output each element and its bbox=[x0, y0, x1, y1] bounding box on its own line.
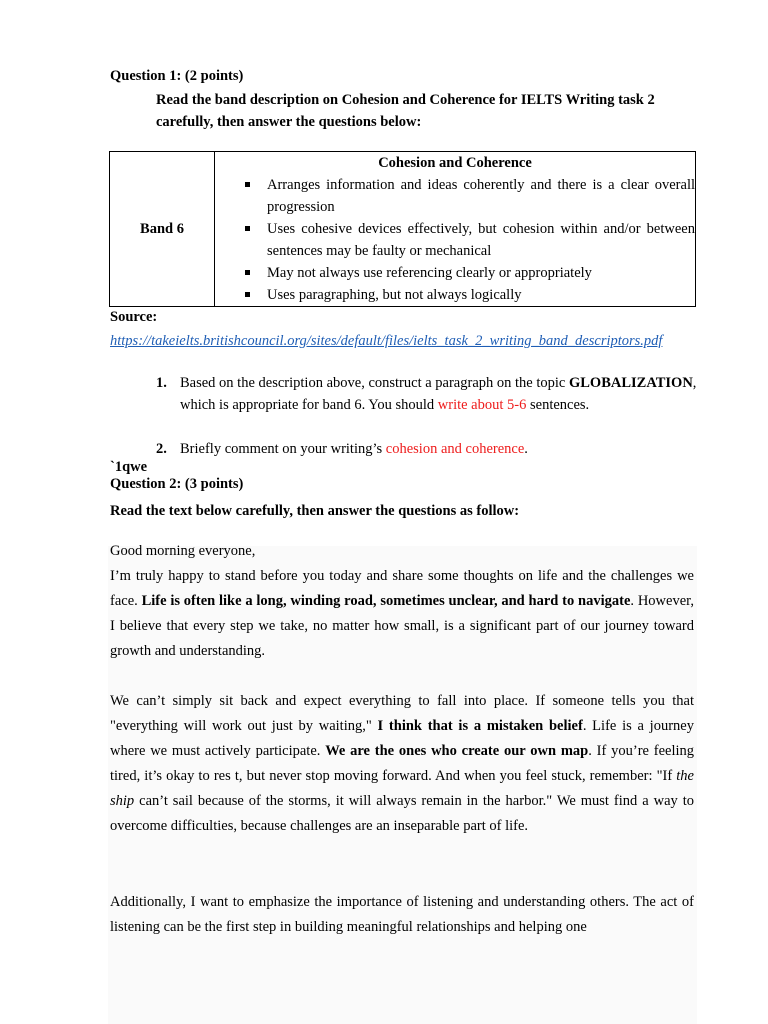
stray-text: `1qwe bbox=[110, 459, 148, 475]
speech-paragraph-2: We can’t simply sit back and expect everything to fall into place. If someone tells you that "everything will work out just by waiting," I think that is a mistaken belief. Life is a journey where we must actively participate. We are the ones who create our own map. If you’re feeling tired, it’s okay to res t, but never stop moving forward. And when you feel stuck, remember: "If the ship can’t sail because of the storms, it will always remain in the harbor." We must find a way to overcome difficulties, because challenges are an inseparable part of life. bbox=[110, 693, 695, 834]
speech-greeting: Good morning everyone, bbox=[110, 543, 256, 559]
criteria-cell bbox=[215, 152, 696, 307]
source-link[interactable]: https://takeielts.britishcouncil.org/sites/default/files/ielts_task_2_writing_band_descriptors.pdf bbox=[110, 333, 663, 349]
criteria-item: Uses cohesive devices effectively, but cohesion within and/or between sentences may be faulty or mechanical bbox=[215, 218, 695, 262]
task-item-2: 2. Briefly comment on your writing’s cohesion and coherence. bbox=[156, 438, 701, 460]
question-1-instruction: Read the band description on Cohesion and Coherence for IELTS Writing task 2 carefully, then answer the questions below: bbox=[156, 92, 655, 130]
criteria-list bbox=[215, 174, 695, 306]
speech-paragraph-3: Additionally, I want to emphasize the importance of listening and understanding others. The act of listening can be the first step in building meaningful relationships and helping one bbox=[110, 894, 694, 935]
task-item-1: 1. Based on the description above, construct a paragraph on the topic GLOBALIZATION, which is appropriate for band 6. You should write about 5-6 sentences. bbox=[156, 372, 701, 416]
source-label: Source: bbox=[110, 309, 158, 325]
bullet-square-icon bbox=[245, 270, 250, 275]
band-label: Band 6 bbox=[110, 152, 215, 307]
question-1-title: Question 1: (2 points) bbox=[110, 68, 244, 84]
task-number: 2. bbox=[156, 441, 167, 457]
bullet-square-icon bbox=[245, 292, 250, 297]
criteria-item: Uses paragraphing, but not always logically bbox=[215, 284, 695, 306]
criteria-item: May not always use referencing clearly or appropriately bbox=[215, 262, 695, 284]
highlight-text: cohesion and coherence bbox=[385, 441, 525, 457]
question-2-title: Question 2: (3 points) bbox=[110, 476, 244, 492]
speech-paragraph-1: I’m truly happy to stand before you today and share some thoughts on life and the challenges we face. Life is often like a long, winding road, sometimes unclear, and hard to navigate. However, I believe that every step we take, no matter how small, is a significant part of our journey toward growth and understanding. bbox=[110, 568, 694, 659]
question-2-instruction: Read the text below carefully, then answer the questions as follow: bbox=[110, 503, 520, 519]
criteria-item: Arranges information and ideas coherently and there is a clear overall progression bbox=[215, 174, 695, 218]
task-number: 1. bbox=[156, 375, 167, 391]
bullet-square-icon bbox=[245, 182, 250, 187]
highlight-text: write about 5-6 bbox=[437, 397, 527, 413]
band-descriptor-table bbox=[109, 151, 696, 307]
bullet-square-icon bbox=[245, 226, 250, 231]
criteria-heading: Cohesion and Coherence bbox=[378, 155, 532, 171]
